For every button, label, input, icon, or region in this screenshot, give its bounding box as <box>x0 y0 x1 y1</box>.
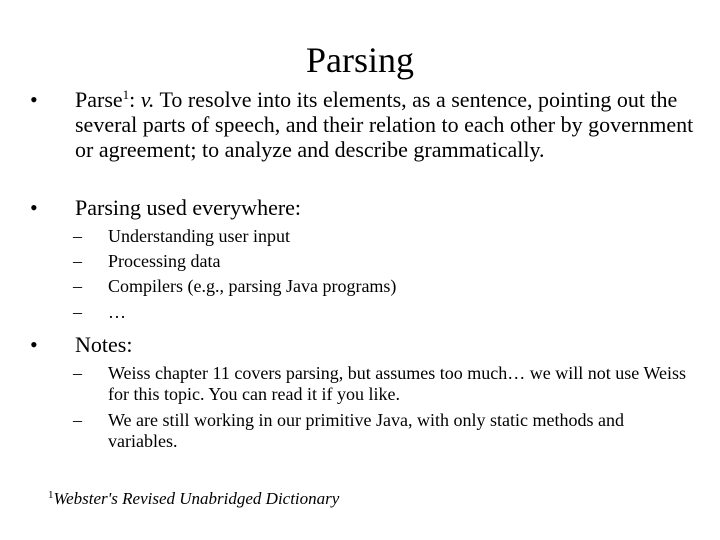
bullet-marker: • <box>30 195 38 220</box>
dash-marker: – <box>73 410 82 430</box>
sub-bullet-text: Understanding user input <box>108 226 290 246</box>
dash-marker: – <box>73 276 82 296</box>
footnote-source: Webster's Revised Unabridged Dictionary <box>53 489 340 508</box>
part-of-speech: v. <box>140 87 155 112</box>
definition-text <box>75 87 705 162</box>
sub-bullet-text: Processing data <box>108 251 221 271</box>
footnote <box>48 489 339 509</box>
bullet-text: Parsing used everywhere: <box>75 195 302 220</box>
slide-title: Parsing <box>306 40 414 80</box>
bullet-marker: • <box>30 332 38 357</box>
definition-term: Parse <box>75 87 123 112</box>
dash-marker: – <box>73 226 82 246</box>
dash-marker: – <box>73 302 82 322</box>
bullet-text: Notes: <box>75 332 133 357</box>
sub-bullet-text: … <box>108 302 126 322</box>
dash-marker: – <box>73 363 82 383</box>
bullet-marker: • <box>30 87 38 112</box>
sub-bullet-text: Compilers (e.g., parsing Java programs) <box>108 276 397 296</box>
sub-bullet-text: We are still working in our primitive Java, with only static methods and variables. <box>108 410 624 451</box>
dash-marker: – <box>73 251 82 271</box>
sub-bullet-text: Weiss chapter 11 covers parsing, but assumes too much… we will not use Weiss for this topic. You can read it if you like. <box>108 363 687 404</box>
definition-colon: : <box>129 87 141 112</box>
footnote-ref: 1 <box>122 87 130 102</box>
definition-body: To resolve into its elements, as a sentence, pointing out the several parts of speech, and their relation to each other by government or agreement; to analyze and describe grammatically. <box>75 87 694 162</box>
footnote-marker: 1 <box>48 489 54 501</box>
